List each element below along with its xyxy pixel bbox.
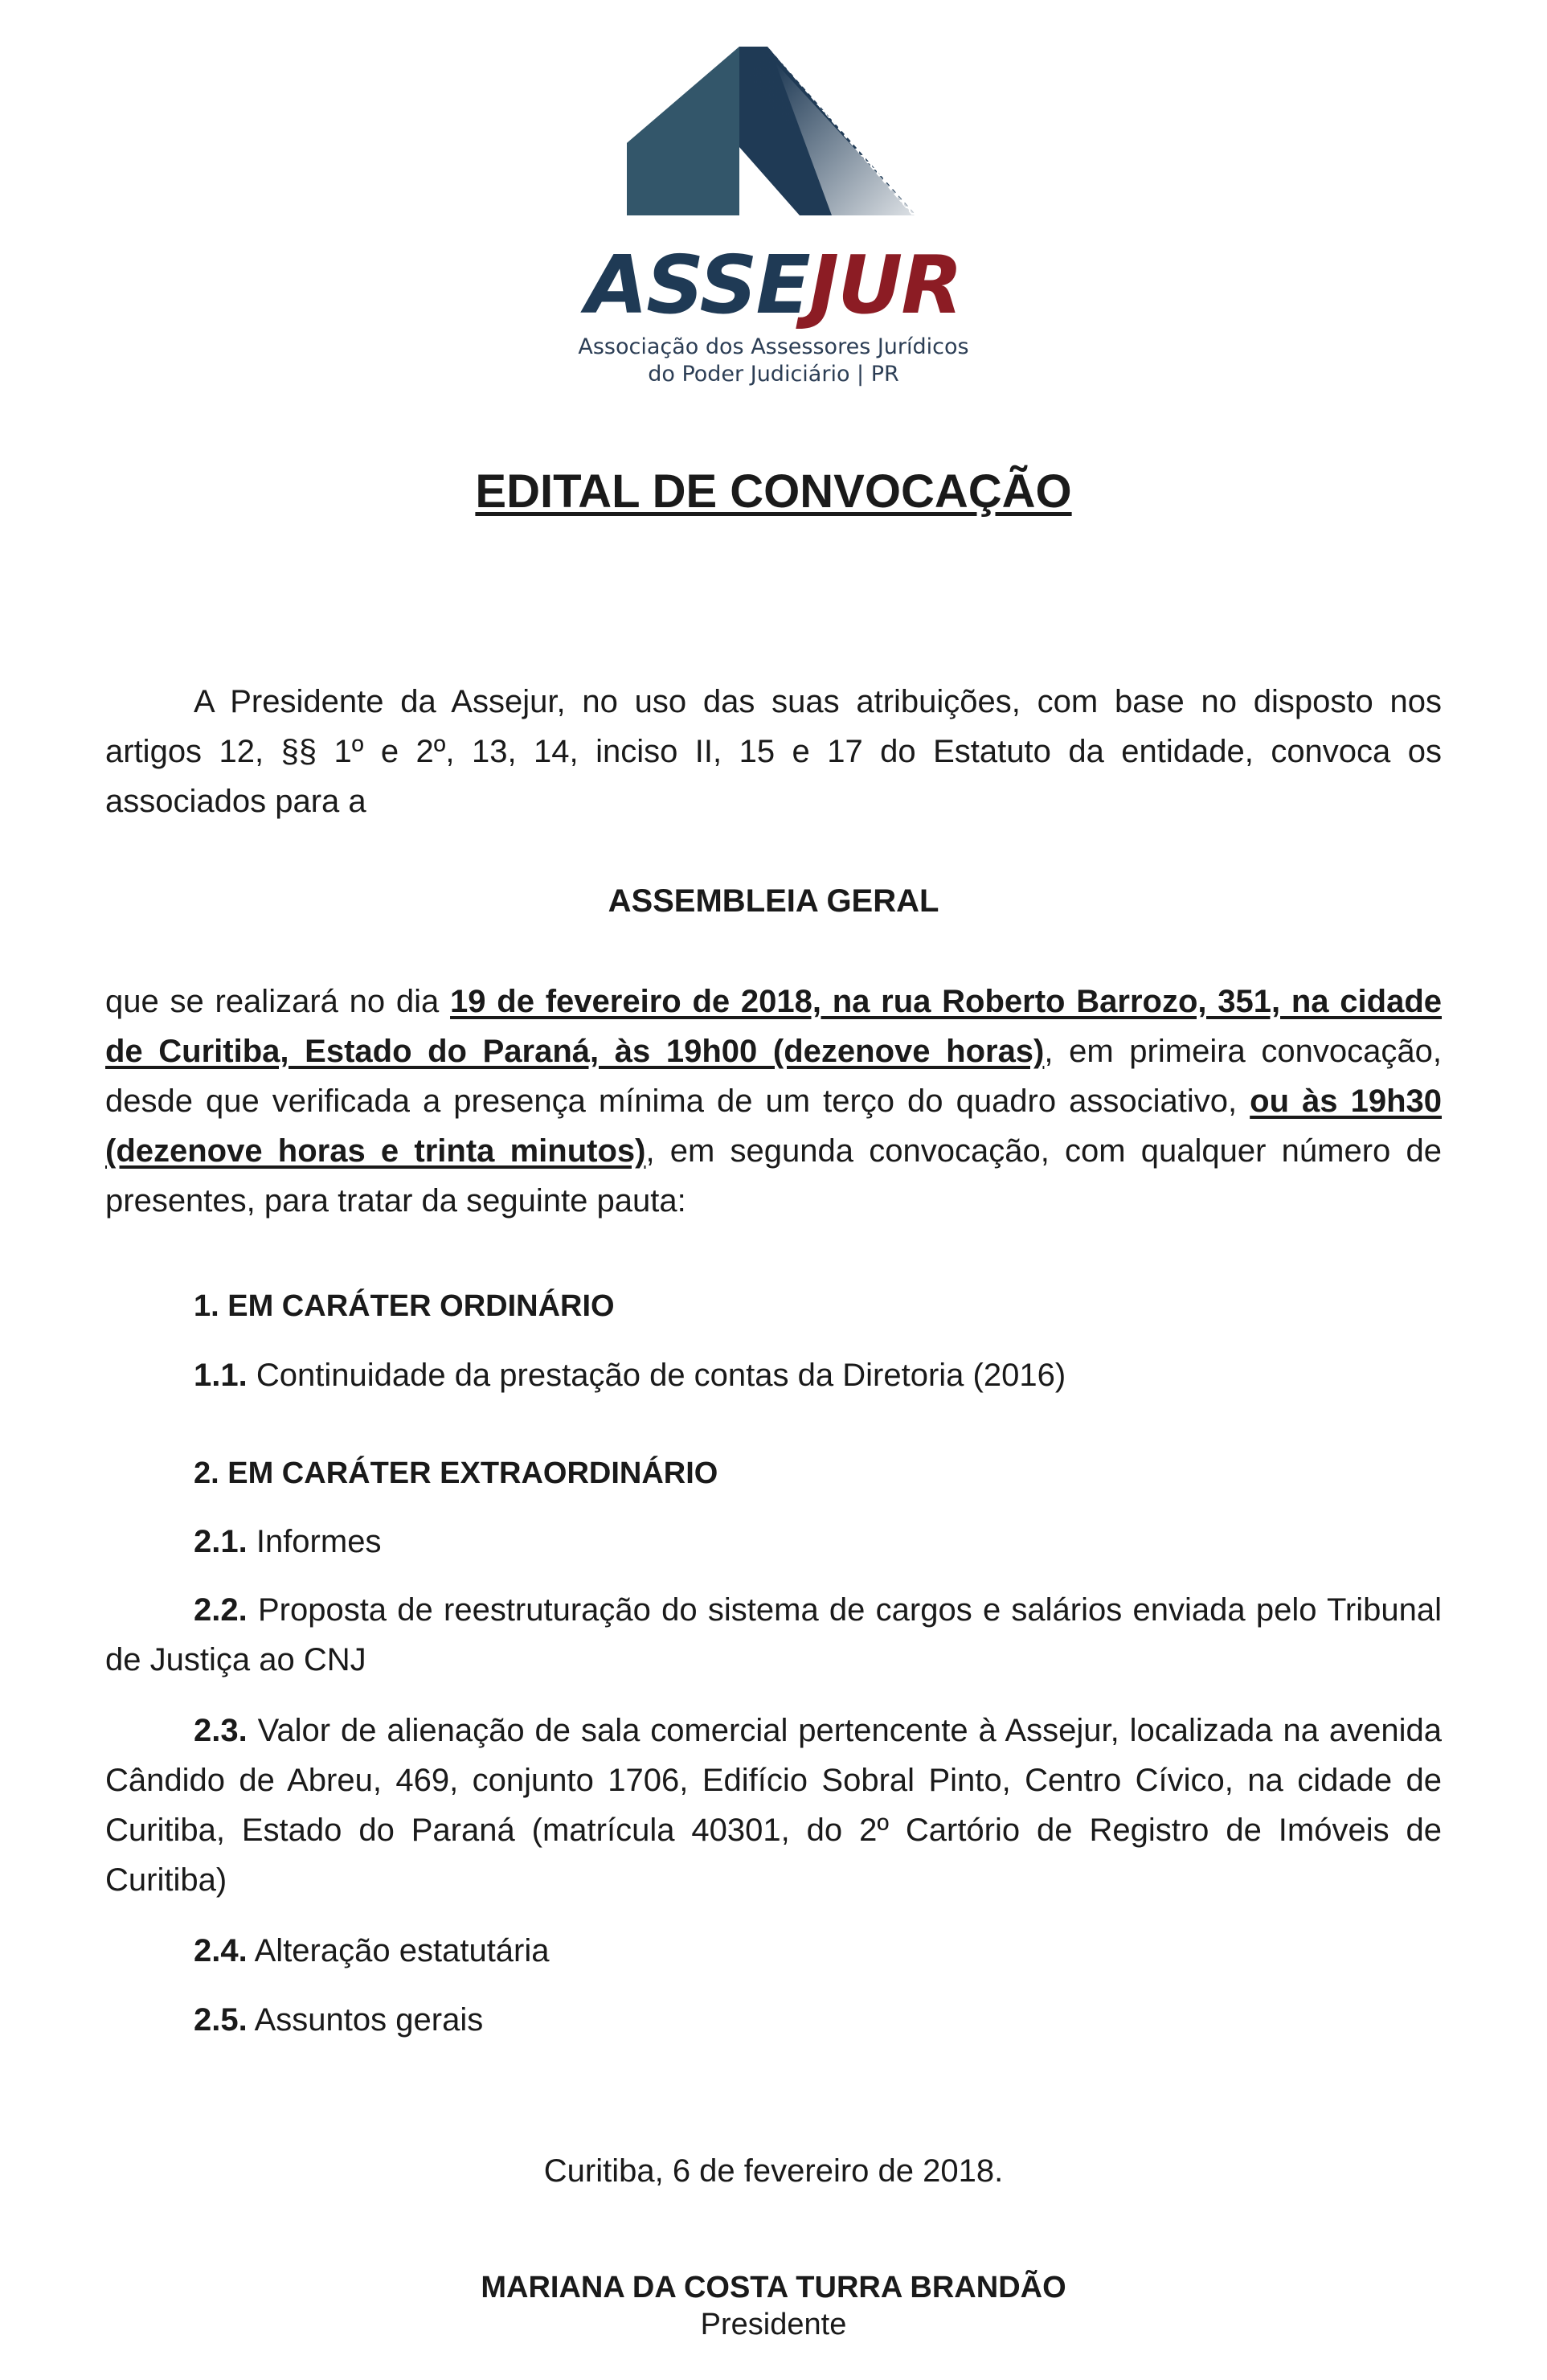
signatory-role: Presidente — [700, 2308, 847, 2341]
agenda-item-number: 2.3. — [194, 1713, 248, 1748]
date-line: Curitiba, 6 de fevereiro de 2018. — [543, 2153, 1004, 2189]
convocation-paragraph — [105, 977, 1442, 1226]
agenda-item-2-4 — [194, 1926, 550, 1976]
body-text-1: que se realizará no dia — [105, 984, 451, 1019]
agenda-item-2-1 — [194, 1517, 381, 1567]
first-call-details: 19 de fevereiro de 2018, na rua Roberto Barrozo, 351, na cidade de Curitiba, Estado do Paraná, às 19h00 (dezenove horas) — [105, 984, 1442, 1069]
agenda-item-text: Proposta de reestruturação do sistema de cargos e salários enviada pelo Tribunal de Justiça ao CNJ — [105, 1592, 1442, 1677]
agenda-item-2-2 — [105, 1585, 1442, 1685]
document-title: EDITAL DE CONVOCAÇÃO — [475, 465, 1072, 518]
agenda-item-text: Continuidade da prestação de contas da Diretoria (2016) — [247, 1358, 1066, 1393]
assembly-heading: ASSEMBLEIA GERAL — [608, 883, 939, 919]
brand-part-jur: JUR — [808, 238, 962, 332]
intro-paragraph: A Presidente da Assejur, no uso das suas atribuições, com base no disposto nos artigos 12, §§ 1º e 2º, 13, 14, inciso II, 15 e 17 do Estatuto da entidade, convoca os associados para a — [105, 684, 1442, 819]
agenda-item-number: 2.5. — [194, 2002, 248, 2038]
body-text-2: , em primeira convocação, desde que verificada a presença mínima de um terço do quadro associativo, — [105, 1034, 1442, 1119]
body-text-3: , em segunda convocação, com qualquer número de presentes, para tratar da seguinte pauta: — [105, 1133, 1443, 1219]
agenda-item-number: 2.4. — [194, 1933, 248, 1968]
second-call-details: ou às 19h30 (dezenove horas e trinta minutos) — [105, 1083, 1442, 1169]
signatory-name: MARIANA DA COSTA TURRA BRANDÃO — [481, 2271, 1066, 2304]
agenda-item-number: 1.1. — [194, 1358, 248, 1393]
agenda-item-2-3 — [105, 1706, 1442, 1905]
agenda-item-text: Alteração estatutária — [247, 1933, 550, 1968]
agenda-item-1-1 — [194, 1350, 1066, 1400]
brand-part-asse: ASSE — [585, 238, 809, 332]
agenda-item-number: 2.1. — [194, 1524, 248, 1559]
agenda-item-2-5 — [194, 1995, 483, 2045]
agenda-item-text: Informes — [247, 1524, 382, 1559]
agenda-item-text: Valor de alienação de sala comercial pertencente à Assejur, localizada na avenida Cândido de Abreu, 469, conjunto 1706, Edifício Sobral Pinto, Centro Cívico, na cidade de Curitiba, Estado do Paraná (matrícula 40301, do 2º Cartório de Registro de Imóveis de Curitiba) — [105, 1713, 1442, 1898]
agenda-section-1-heading: 1. EM CARÁTER ORDINÁRIO — [194, 1289, 615, 1323]
agenda-item-number: 2.2. — [194, 1592, 248, 1628]
brand-subtitle-line1: Associação dos Assessores Jurídicos — [578, 334, 969, 359]
agenda-section-2-heading: 2. EM CARÁTER EXTRAORDINÁRIO — [194, 1456, 718, 1490]
assejur-logo-mark — [627, 47, 916, 223]
agenda-item-text: Assuntos gerais — [247, 2002, 484, 2038]
brand-subtitle-line2: do Poder Judiciário | PR — [648, 362, 899, 387]
brand-wordmark — [0, 238, 1547, 332]
